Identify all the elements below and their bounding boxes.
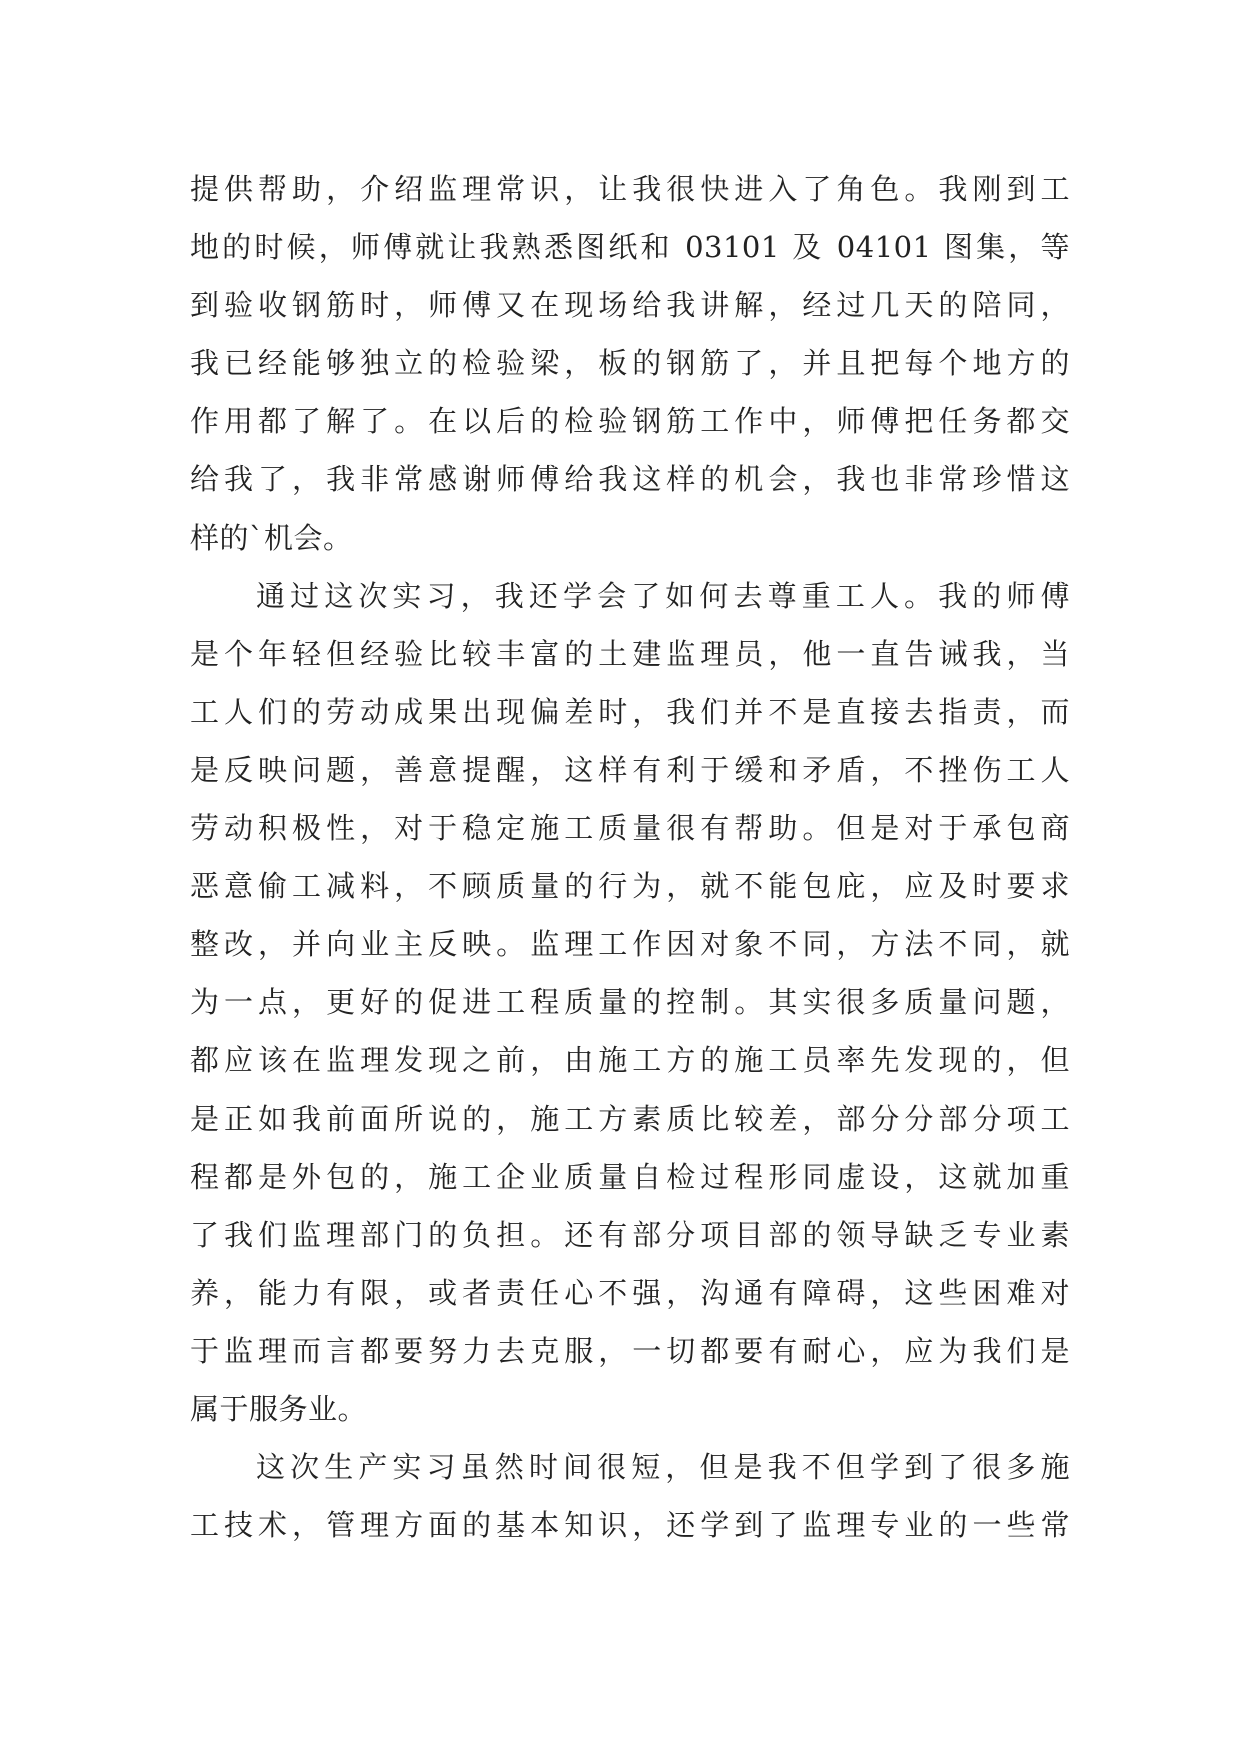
text-line: 通过这次实习，我还学会了如何去尊重工人。我的师傅 <box>256 578 1070 613</box>
text-line: 为一点，更好的促进工程质量的控制。其实很多质量问题， <box>190 985 1070 1020</box>
text-line: 养，能力有限，或者责任心不强，沟通有障碍，这些困难对 <box>190 1275 1070 1310</box>
text-line: 样的`机会。 <box>190 520 353 555</box>
text-line: 工人们的劳动成果出现偏差时，我们并不是直接去指责，而 <box>190 694 1070 729</box>
text-line: 工技术，管理方面的基本知识，还学到了监理专业的一些常 <box>190 1508 1070 1543</box>
text-line: 提供帮助，介绍监理常识，让我很快进入了角色。我刚到工 <box>190 172 1070 206</box>
text-line: 属于服务业。 <box>190 1391 368 1426</box>
text-line: 是正如我前面所说的，施工方素质比较差，部分分部分项工 <box>190 1101 1070 1136</box>
text-line: 了我们监理部门的负担。还有部分项目部的领导缺乏专业素 <box>190 1217 1070 1252</box>
text-line: 给我了，我非常感谢师傅给我这样的机会，我也非常珍惜这 <box>190 462 1070 497</box>
text-line: 劳动积极性，对于稳定施工质量很有帮助。但是对于承包商 <box>190 811 1070 846</box>
text-line: 是个年轻但经验比较丰富的土建监理员，他一直告诫我，当 <box>190 636 1070 671</box>
text-line: 程都是外包的，施工企业质量自检过程形同虚设，这就加重 <box>190 1159 1070 1194</box>
text-line: 到验收钢筋时，师傅又在现场给我讲解，经过几天的陪同， <box>190 288 1070 323</box>
text-line: 这次生产实习虽然时间很短，但是我不但学到了很多施 <box>256 1450 1070 1485</box>
text-line: 于监理而言都要努力去克服，一切都要有耐心，应为我们是 <box>190 1333 1070 1368</box>
text-line: 地的时候，师傅就让我熟悉图纸和 03101 及 04101 图集，等 <box>190 230 1070 265</box>
text-line: 作用都了解了。在以后的检验钢筋工作中，师傅把任务都交 <box>190 404 1070 439</box>
text-line: 是反映问题，善意提醒，这样有利于缓和矛盾，不挫伤工人 <box>190 752 1070 787</box>
document-body <box>190 160 1070 1554</box>
text-line: 恶意偷工减料，不顾质量的行为，就不能包庇，应及时要求 <box>190 869 1070 904</box>
text-line: 都应该在监理发现之前，由施工方的施工员率先发现的，但 <box>190 1043 1070 1078</box>
text-line: 整改，并向业主反映。监理工作因对象不同，方法不同，就 <box>190 927 1070 962</box>
text-line: 我已经能够独立的检验梁，板的钢筋了，并且把每个地方的 <box>190 346 1070 381</box>
